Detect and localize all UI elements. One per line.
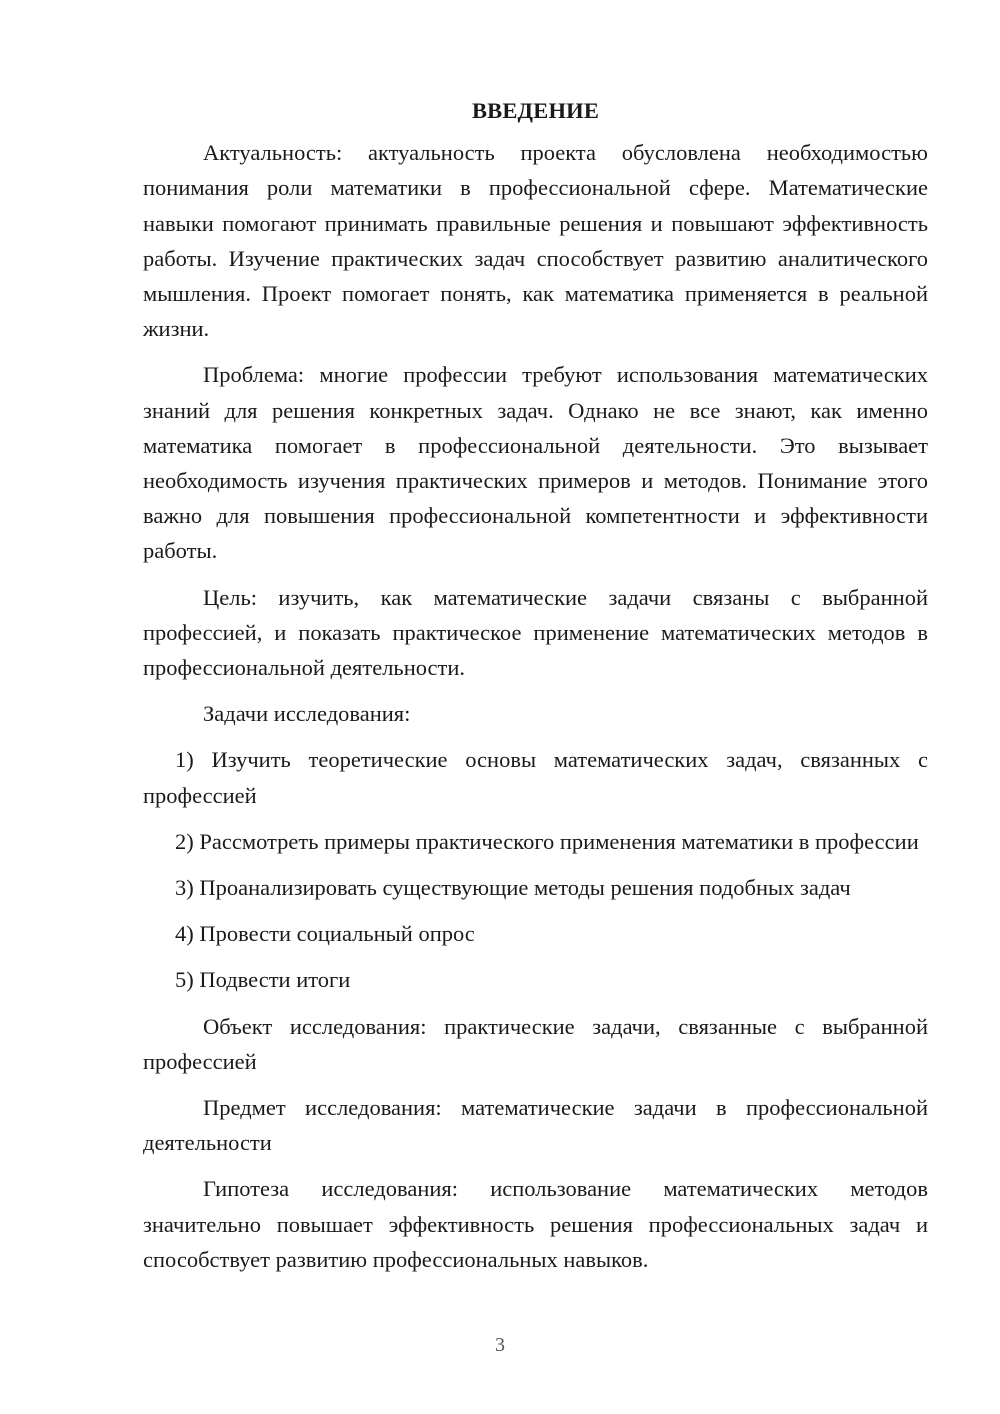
tasks-intro: Задачи исследования: (203, 701, 411, 727)
task-item: 3) Проанализировать существующие методы решения подобных задач (175, 875, 851, 901)
task-item: 4) Провести социальный опрос (175, 921, 475, 947)
task-item: 1) Изучить теоретические основы математических задач, связанных с профессией (143, 747, 928, 808)
page-number: 3 (495, 1334, 505, 1356)
object-paragraph: Объект исследования: практические задачи, связанные с выбранной профессией (143, 1013, 928, 1074)
task-item: 5) Подвести итоги (175, 967, 351, 993)
page-content (143, 93, 928, 1288)
problem-paragraph: Проблема: многие профессии требуют использования математических знаний для решения конкретных задач. Однако не все знают, как именно математика помогает в профессиональной деятельности. Это вызывает необходимость изучения практических примеров и методов. Понимание этого важно для повышения профессиональной компетентности и эффективности работы. (143, 362, 928, 564)
relevance-paragraph: Актуальность: актуальность проекта обусловлена необходимостью понимания роли математики в профессиональной сфере. Математические навыки помогают принимать правильные решения и повышают эффективность работы. Изучение практических задач способствует развитию аналитического мышления. Проект помогает понять, как математика применяется в реальной жизни. (143, 140, 928, 342)
hypothesis-paragraph: Гипотеза исследования: использование математических методов значительно повышает эффективность решения профессиональных задач и способствует развитию профессиональных навыков. (143, 1176, 928, 1272)
task-item: 2) Рассмотреть примеры практического применения математики в профессии (175, 828, 919, 854)
section-heading: ВВЕДЕНИЕ (471, 98, 600, 123)
goal-paragraph: Цель: изучить, как математические задачи связаны с выбранной профессией, и показать практическое применение математических методов в профессиональной деятельности. (143, 584, 928, 681)
subject-paragraph: Предмет исследования: математические задачи в профессиональной деятельности (143, 1095, 928, 1156)
